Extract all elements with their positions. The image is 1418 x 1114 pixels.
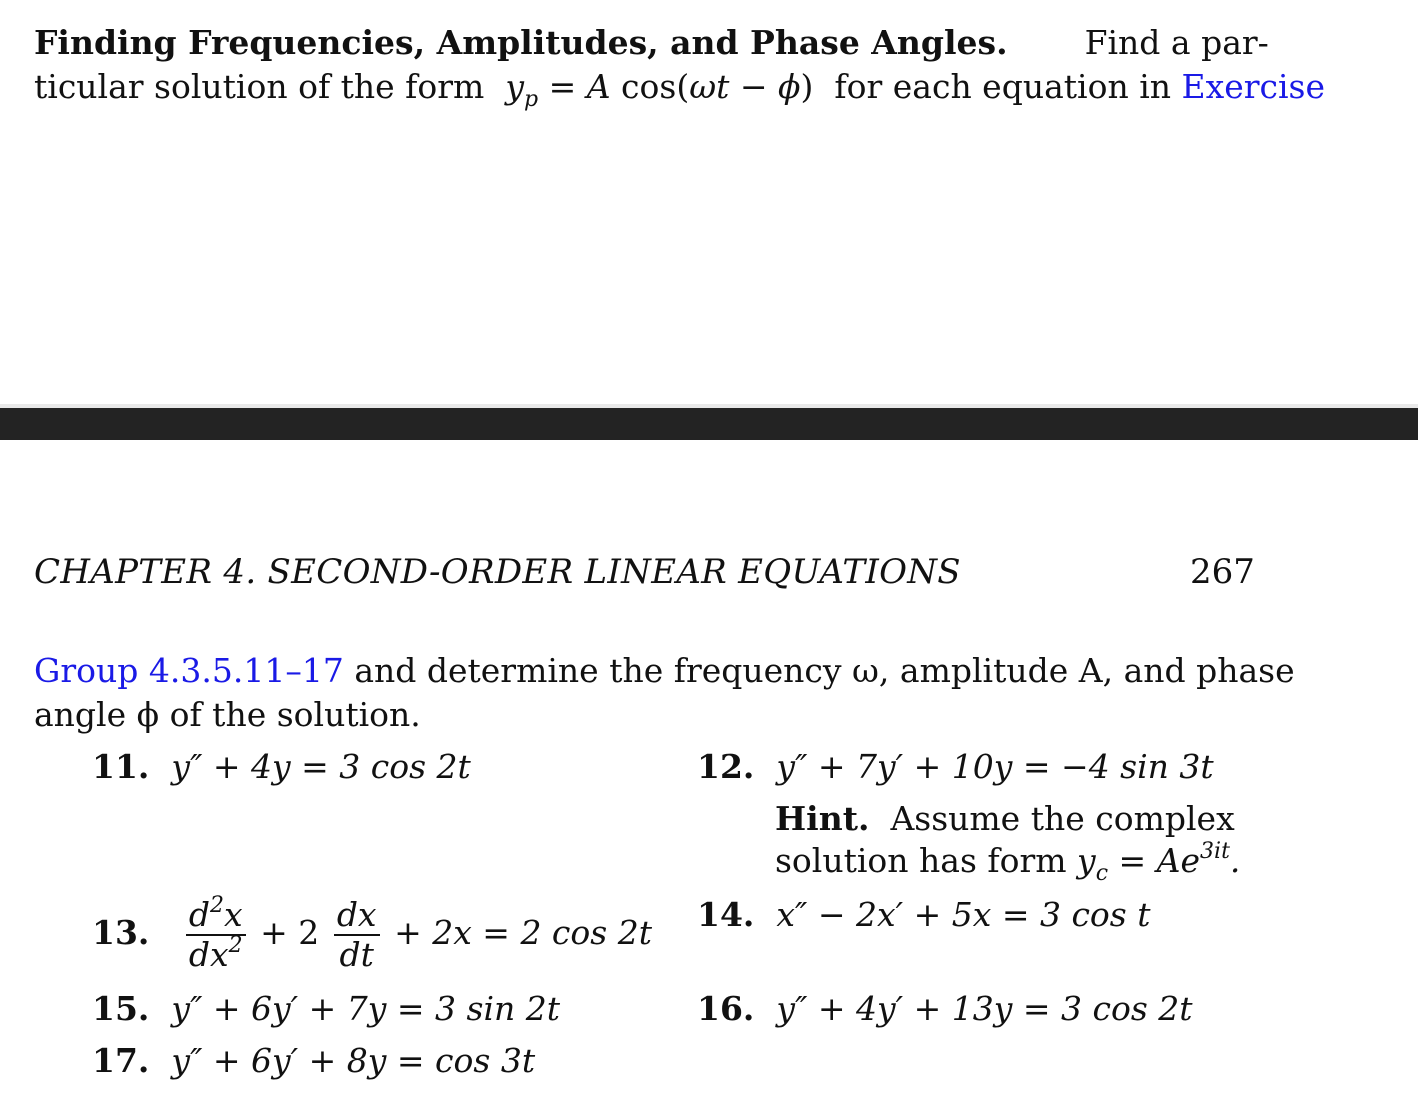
top-page: [0, 0, 1418, 404]
intro-line1-tail: Find a par-: [1084, 23, 1269, 62]
group-line1-tail: and determine the frequency ω, amplitude A, and phase: [354, 651, 1295, 690]
exercise-number: 15.: [92, 989, 150, 1028]
exercise-17: [92, 1041, 536, 1080]
hint-label: Hint.: [775, 799, 870, 838]
intro-line-2: [34, 67, 1326, 112]
exercise-equation: y″ + 4y′ + 13y = 3 cos 2t: [776, 989, 1193, 1028]
hint-text-1: Assume the complex: [890, 799, 1235, 838]
intro-line2-mid: for each equation in: [834, 67, 1171, 106]
group-line-1: [34, 651, 1295, 690]
bottom-page: [0, 440, 1418, 1114]
exercise-number: 16.: [697, 989, 755, 1028]
group-link[interactable]: Group 4.3.5.11–17: [34, 651, 344, 690]
group-line-2: angle ϕ of the solution.: [34, 695, 421, 734]
hint-line-2: [775, 839, 1241, 886]
exercise-number: 17.: [92, 1041, 150, 1080]
exercise-equation: + 2x = 2 cos 2t: [394, 912, 652, 952]
hint-formula: $y_c = Ae^{3it}$.: [1077, 839, 1241, 886]
exercise-equation: x″ − 2x′ + 5x = 3 cos t: [776, 895, 1151, 934]
running-head: CHAPTER 4. SECOND-ORDER LINEAR EQUATIONS: [34, 552, 961, 592]
exercise-12: [697, 747, 1214, 786]
exercise-16: [697, 989, 1193, 1028]
exercise-15: [92, 989, 561, 1028]
formula-yp: $y_p = A$ cos(ωt − ϕ): [494, 67, 814, 112]
page-separator: [0, 404, 1418, 440]
exercise-number: 14.: [697, 895, 755, 934]
exercise-equation: y″ + 6y′ + 8y = cos 3t: [171, 1041, 536, 1080]
first-derivative-fraction: $\frac{dx}{dt}$: [334, 896, 380, 974]
exercise-equation: y″ + 6y′ + 7y = 3 sin 2t: [171, 989, 561, 1028]
exercise-13: 13. $\frac{d^2x}{dx^2}$ + 2 $\frac{dx}{dt}$ + 2x = 2 cos 2t: [92, 893, 652, 974]
intro-line-1: [34, 23, 1269, 62]
hint-line-1: [775, 799, 1235, 838]
hint-text-2: solution has form: [775, 841, 1067, 880]
exercise-equation: y″ + 7y′ + 10y = −4 sin 3t: [776, 747, 1214, 786]
exercise-equation: y″ + 4y = 3 cos 2t: [171, 747, 471, 786]
exercise-14: [697, 895, 1151, 934]
second-derivative-fraction: $\frac{d^2x}{dx^2}$: [186, 896, 246, 974]
exercise-number: 12.: [697, 747, 755, 786]
exercise-number: 11.: [92, 747, 150, 786]
exercise-link[interactable]: Exercise: [1181, 67, 1326, 106]
section-heading: Finding Frequencies, Amplitudes, and Phase Angles.: [34, 23, 1008, 62]
exercise-number: 13.: [92, 912, 150, 952]
intro-line2-prefix: ticular solution of the form: [34, 67, 485, 106]
page-number: 267: [1190, 552, 1255, 592]
exercise-11: [92, 747, 471, 786]
